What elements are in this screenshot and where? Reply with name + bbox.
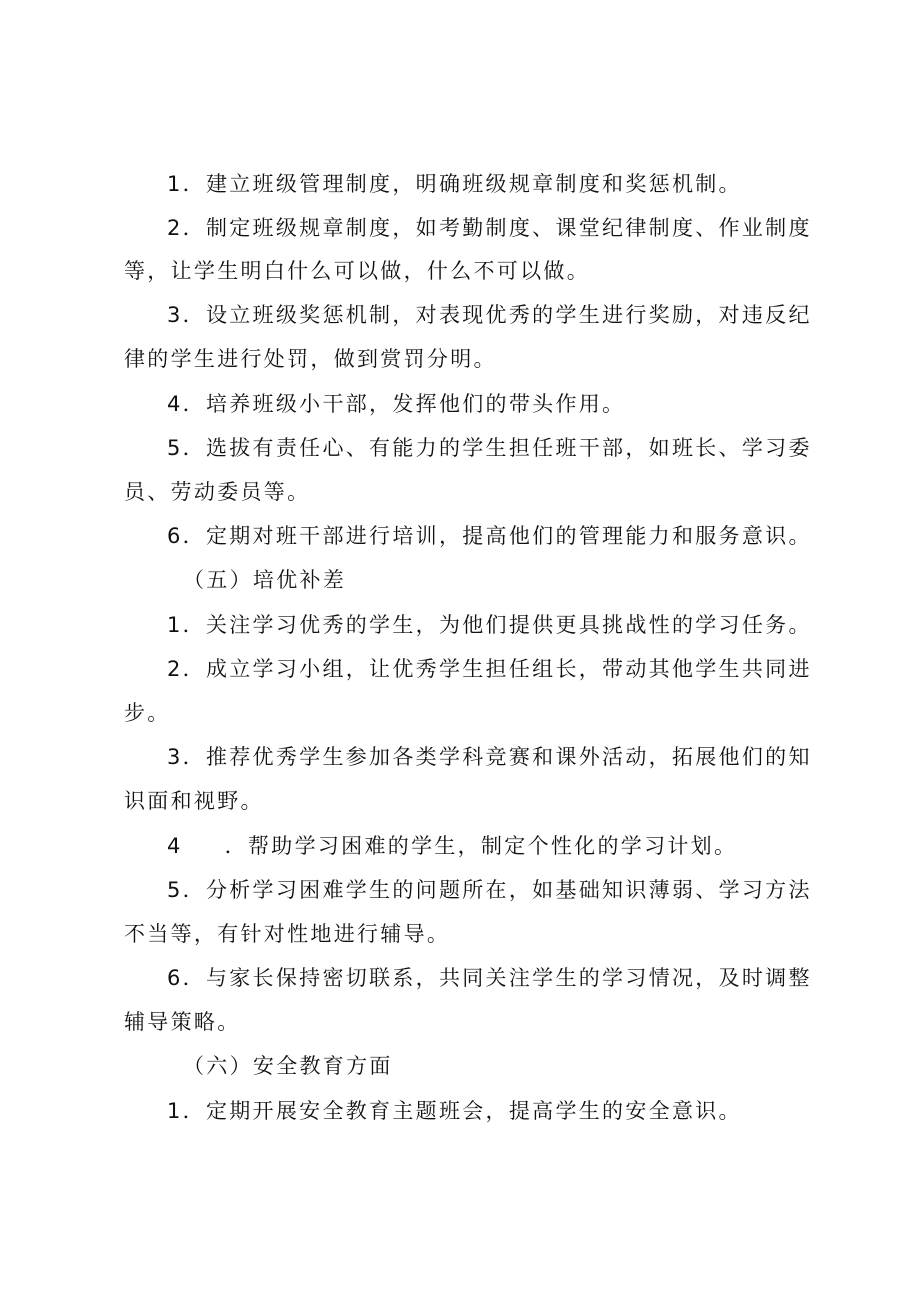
- paragraph-line: 2．制定班级规章制度，如考勤制度、课堂纪律制度、作业制度: [167, 216, 812, 240]
- paragraph-line: 不当等，有针对性地进行辅导。: [124, 922, 451, 946]
- paragraph-line: 步。: [124, 701, 171, 725]
- paragraph-line: 2．成立学习小组，让优秀学生担任组长，带动其他学生共同进: [167, 657, 812, 681]
- paragraph-line: 5．选拔有责任心、有能力的学生担任班干部，如班长、学习委: [167, 436, 812, 460]
- paragraph-line: 等，让学生明白什么可以做，什么不可以做。: [124, 259, 590, 283]
- paragraph-line: 3．设立班级奖惩机制，对表现优秀的学生进行奖励，对违反纪: [167, 303, 812, 327]
- paragraph-line: 识面和视野。: [124, 789, 264, 813]
- section-heading: （五）培优补差: [183, 568, 347, 592]
- paragraph-line: 员、劳动委员等。: [124, 480, 311, 504]
- paragraph-line: 6．与家长保持密切联系，共同关注学生的学习情况，及时调整: [167, 966, 812, 990]
- paragraph-line: 1．定期开展安全教育主题班会，提高学生的安全意识。: [167, 1099, 742, 1123]
- paragraph-line: 4．培养班级小干部，发挥他们的带头作用。: [167, 392, 626, 416]
- section-heading: （六）安全教育方面: [183, 1054, 393, 1078]
- paragraph-line: 6．定期对班干部进行培训，提高他们的管理能力和服务意识。: [167, 524, 812, 548]
- item-text: ．帮助学习困难的学生，制定个性化的学习计划。: [224, 834, 738, 858]
- paragraph-line: 辅导策略。: [124, 1010, 241, 1034]
- item-number: 4: [167, 834, 183, 858]
- paragraph-line: 律的学生进行处罚，做到赏罚分明。: [124, 347, 497, 371]
- paragraph-line: 5．分析学习困难学生的问题所在，如基础知识薄弱、学习方法: [167, 878, 812, 902]
- paragraph-line: 1．关注学习优秀的学生，为他们提供更具挑战性的学习任务。: [167, 613, 812, 637]
- paragraph-line: 3．推荐优秀学生参加各类学科竞赛和课外活动，拓展他们的知: [167, 745, 812, 769]
- paragraph-line: 1．建立班级管理制度，明确班级规章制度和奖惩机制。: [167, 172, 742, 196]
- paragraph-line-item-4: [167, 832, 737, 860]
